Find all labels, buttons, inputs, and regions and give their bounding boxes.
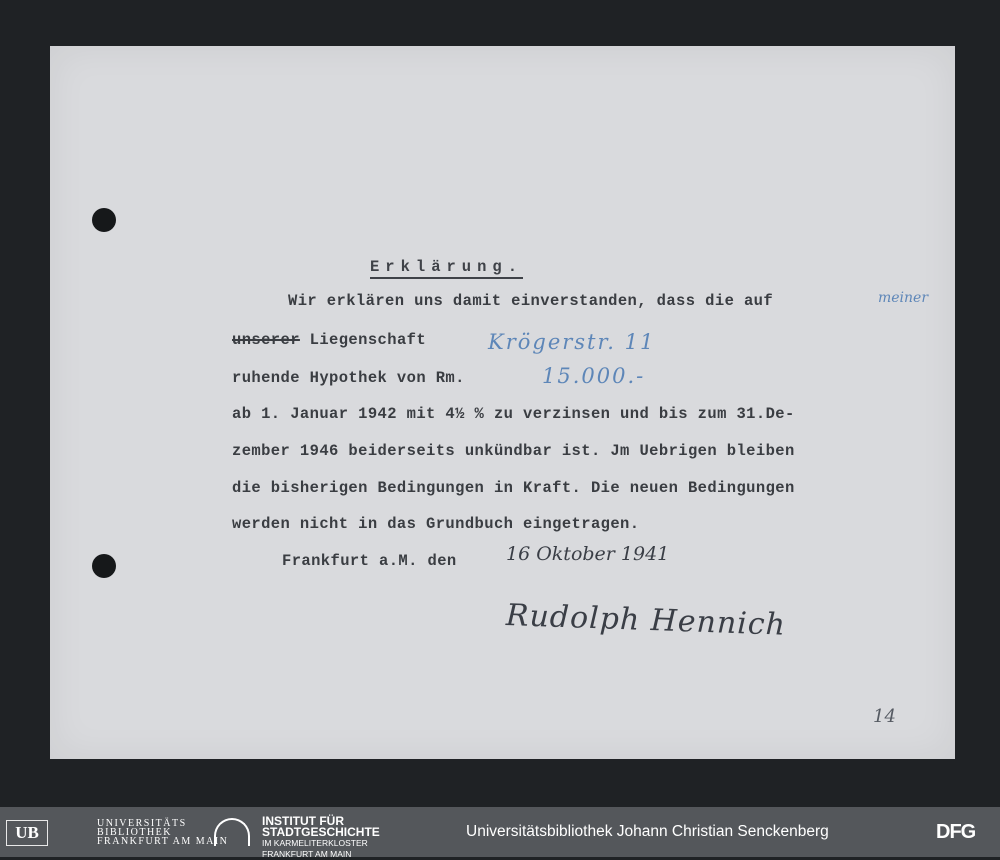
text-line-3: ruhende Hypothek von Rm.	[232, 369, 465, 387]
isg-logo-text	[262, 816, 380, 860]
ub-logo-text	[97, 819, 228, 846]
text-line-5: zember 1946 beiderseits unkündbar ist. Jm Uebrigen bleiben	[232, 442, 795, 460]
punch-hole-top	[92, 208, 116, 232]
signature: Rudolph Hennich	[505, 598, 787, 643]
handwritten-meiner: meiner	[878, 290, 929, 306]
dfg-logo[interactable]: DFG	[936, 821, 976, 843]
ub-line-1: UNIVERSITÄTS	[97, 818, 187, 829]
library-name: Universitätsbibliothek Johann Christian Senckenberg	[466, 823, 829, 840]
text-line-1: Wir erklären uns damit einverstanden, dass die auf	[288, 292, 774, 310]
ub-logo[interactable]: UB	[6, 820, 48, 846]
isg-line-4: FRANKFURT AM MAIN	[262, 849, 352, 859]
footer-bar	[0, 807, 1000, 857]
text-liegenschaft: Liegenschaft	[309, 331, 427, 349]
isg-line-3: IM KARMELITERKLOSTER	[262, 838, 368, 848]
text-line-2	[232, 331, 426, 349]
handwritten-amount: 15.000.-	[542, 364, 646, 388]
ub-line-3: FRANKFURT AM MAIN	[97, 836, 229, 847]
isg-line-2: STADTGESCHICHTE	[262, 825, 380, 839]
handwritten-address: Krögerstr. 11	[488, 330, 656, 354]
isg-line-1: INSTITUT FÜR	[262, 814, 344, 828]
page-number: 14	[873, 706, 896, 727]
isg-logo-icon[interactable]	[214, 818, 250, 846]
handwritten-date: 16 Oktober 1941	[506, 543, 670, 565]
text-line-6: die bisherigen Bedingungen in Kraft. Die neuen Bedingungen	[232, 479, 795, 497]
text-line-7: werden nicht in das Grundbuch eingetragen.	[232, 515, 640, 533]
struck-word: unserer	[232, 331, 300, 349]
text-line-4: ab 1. Januar 1942 mit 4½ % zu verzinsen und bis zum 31.De-	[232, 405, 795, 423]
ub-line-2: BIBLIOTHEK	[97, 827, 172, 838]
document-sheet	[50, 46, 955, 759]
document-title: Erklärung.	[370, 258, 523, 279]
text-line-8: Frankfurt a.M. den	[282, 552, 457, 570]
punch-hole-bottom	[92, 554, 116, 578]
